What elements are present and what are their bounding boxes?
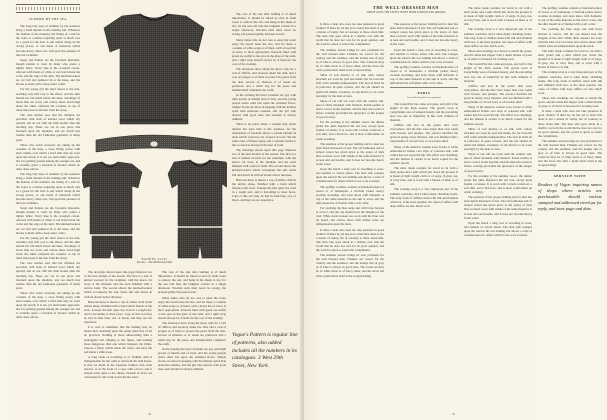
right-page-title: THE WELL-DRESSED MAN bbox=[372, 5, 440, 10]
paragraph: The evening wrap is a very important part of the summer wardrobe, and it takes many charming forms. The long cloak of chiffon, lined with silk and trimmed with lace, is the most popular, but capes of taffeta with deep ruffles are also much worn. bbox=[390, 187, 458, 208]
paragraph: Is there a man who does not take pleasure in good clothes? If there be, he has yet to learn that dress is not a matter of vanity, but of courtesy to those about him. The man who goes about in a shabby coat tells the world that he does not care for its good opinion, and the world is quick to return the compliment. bbox=[316, 227, 384, 252]
paragraph: Shirts of soft madras or of silk, with collars attached, are worn for golf and tennis, but for town the stiff collar remains indispensable. The four in hand tie is preferred, in quiet colours, and the pin should be small and simple. Jewellery of any kind is to be worn sparingly by the man of taste. bbox=[316, 73, 384, 98]
paragraph: The care of the suit after bathing is of much importance. It should be rinsed at once in fresh water to remove the salt, and hung in the shade to dry, for the sun will fade the brightest colours in a single afternoon. Woollen suits must never be wrung, but pressed gently between towels. bbox=[158, 270, 226, 295]
paragraph: Shoes of tan calf are worn with the country suit, and of white buckskin with flannels. Patent leather is never correct in the daytime, and the man who wears it before evening proclaims his ignorance of the usages of good society. bbox=[464, 152, 532, 173]
paragraph: Between these is shown a cap of rubber cloth in the turban shape, finished with a band which fastens at the back. It keeps the hair quite dry even in a rough surf, and is becoming to most faces. Caps of this sort may be had in dark blue, red, or black, and they are not expensive. bbox=[232, 177, 296, 203]
paragraph: The long lazy days of summer by the seashore bring a fresh interest in the bathing suit. Whatever the fashion of the moment, the fitting of a suit for the water is a matter requiring quite as much care as a gown for the ball. A suit which clings in the wrong places, or one made of materials which become heavy when wet, will spoil the pleasure of the best swimmer. bbox=[16, 172, 80, 205]
paragraph: Shirts of soft madras or of silk, with collars attached, are worn for golf and tennis, but for town the stiff collar remains indispensable. The four in hand tie is preferred, in quiet colours, and the pin should be small and simple. Jewellery of any kind is to be worn sparingly by the man of taste. bbox=[464, 126, 532, 152]
left-page-heading: SUMMER BY THE SEA bbox=[29, 17, 67, 21]
paragraph: The drawings shown upon this page illustrate two of the best models of the season. The first is a suit of knitted worsted for the swimmer, with the sleeve cut away at the shoulder and the neck finished with a narrow band. The second shows the knickerbockers which accompany the suit, made full and drawn in with an elastic below the knee. bbox=[84, 270, 152, 299]
paragraph: For yachting the blue serge suit with brass buttons is correct, and the cap should bear the insignia of the club. White duck trousers are worn with the blue coat on board, and canvas shoes with rubber soles are indispensable upon the deck. bbox=[316, 206, 384, 227]
left-page bbox=[0, 0, 302, 420]
paragraph: The tailor made costume for travel is cut with a short jacket and a skirt which just clears the ground. It is made of light weight cloth or of serge, in grey, tan, or navy blue, and is worn with a blouse of linen or of silk. bbox=[390, 166, 458, 187]
service-note-heading: SERVICE NOTE bbox=[553, 173, 587, 178]
paragraph: The question of the proper bathing suit for men has been much discussed of late. The old fashioned suit of striped cotton has given place to the jersey of dark blue worsted, worn with trunks of the same material. It is neat and serviceable, and it does not become heavy in the water. bbox=[316, 141, 384, 167]
paragraph: Many ladies who do not care to enter the water enjoy the beach none the less, and for these a costume of white serge or of linen, with a broad hat of straw, is most appropriate. Parasols lined with green are restful to the eyes in the glare of the sand, and a light wrap should always be at hand for the cool of the evening. bbox=[158, 295, 226, 321]
paragraph: It is well to remember that the bathing suit, no matter how charming upon the sands, must first of all be practical. Nothing is more unbecoming than a bedraggled suit clinging to the figure, and nothing more dangerous than one which hampers the limbs. Choose a fabric which sheds the water, and have the suit made a trifle loose. bbox=[84, 325, 152, 354]
paragraph: The care of the suit after bathing is of much importance. It should be rinsed at once in fresh water to remove the salt, and hung in the shade to dry, for the sun will fade the brightest colours in a single afternoon. Woollen suits must never be wrung, but pressed gently between towels. bbox=[232, 12, 296, 37]
paragraph: The summer season brings its own problems for the well dressed man. Flannels are correct for the country and the seashore, and the lounge suit of grey or of blue is always in good taste. The waistcoat may be of white duck or of fancy linen, and the straw hat with a plain black band is the accepted thing. bbox=[316, 253, 384, 278]
paragraph: Those who swim seriously are taking up the costume of the men, a close fitting jersey with short trunks, over which a brief skirt may be worn upon the beach. It is not yet universally approved, but it is gaining ground among the younger set, and it certainly gives a freedom of motion which no other dress allows. bbox=[16, 142, 80, 172]
right-column-2 bbox=[390, 22, 458, 410]
paragraph: For the evening at the summer resort, the dinner jacket has quite displaced the tail coat, except upon formal occasions. It is worn with a black waistcoat, a soft shirt, and a black tie, and is most comfortable on warm evenings. bbox=[316, 120, 384, 141]
paragraph: The afternoon drive along the shore calls for a veil of chiffon, tied securely under the chin, and a coat of pongee or of linen to protect the gown from the dust. Gloves of chamois or of suede are preferred, and a small bag for the purse and handkerchief completes the outfit. bbox=[158, 321, 226, 346]
paragraph: Many of the smartest women wore frocks of white embroidered batiste over slips of coloured silk, with sashes tied low upon the hip. The effect was charming, and the fashion is certain to be much copied for the summer resorts. bbox=[464, 105, 532, 126]
left-column-1 bbox=[16, 24, 80, 410]
bathing-suit-illustration bbox=[82, 12, 227, 260]
paragraph: The wise mother sees that the children are provided with suits of knitted wool which dry quickly and do not chill the little bodies after the morning dip. These are cut in one piece and fastened upon the shoulder, and are much less trouble than the old fashioned garments of many parts. bbox=[16, 112, 80, 142]
paragraph: Many ladies who do not care to enter the water enjoy the beach none the less, and for these a costume of white serge or of linen, with a broad hat of straw, is most appropriate. Parasols lined with green are restful to the eyes in the glare of the sand, and a light wrap should always be at hand for the cool of the evening. bbox=[232, 37, 296, 67]
figure-caption-title: BATHING SUITS bbox=[141, 258, 168, 261]
paragraph: The question of the proper bathing suit for men has been much discussed of late. The old fashioned suit of striped cotton has given place to the jersey of dark blue worsted, worn with trunks of the same material. It is neat and serviceable, and it does not become heavy in the water. bbox=[390, 22, 458, 47]
bathing-suit-drawing-icon bbox=[82, 12, 227, 260]
paragraph: In the evening the hotel verandas are gay with light gowns of muslin and of lawn, and the young people dance until late upon the polished floors. Simple frocks are more in keeping with the holiday spirit than elaborate toilettes, and the girl who dresses with good taste and restraint is always admired. bbox=[232, 92, 296, 122]
paragraph: The drawings shown upon this page illustrate two of the best models of the season. The first is a suit of knitted worsted for the swimmer, with the sleeve cut away at the shoulder and the neck finished with a narrow band. The second shows the knickerbockers which accompany the suit, made full and drawn in with an elastic below the knee. bbox=[232, 148, 296, 177]
page-number-right: 55 bbox=[452, 412, 455, 416]
right-column-4 bbox=[538, 6, 602, 410]
paragraph: Shoes and stockings are chosen to match the gown, and the white kid slipper with a small buckle of paste or of silver is favoured for evening wear. bbox=[464, 48, 532, 62]
paragraph: Shoes of tan calf are worn with the country suit, and of white buckskin with flannels. Patent leather is never correct in the daytime, and the man who wears it before evening proclaims his ignorance of the usages of good society. bbox=[316, 98, 384, 120]
right-column-1 bbox=[316, 22, 384, 410]
paragraph: The Grand Prix has come and gone, and with it the height of the Paris season. The gowns worn at Longchamp were of unusual beauty, and the prevailing note was one of simplicity in line with richness of material. bbox=[390, 101, 458, 122]
paragraph: The summer season brings its own problems for the well dressed man. Flannels are correct for the country and the seashore, and the lounge suit of grey or of blue is always in good taste. The waistcoat may be of white duck or of fancy linen, and the straw hat with a plain black band is the accepted thing. bbox=[316, 47, 384, 73]
paragraph: The golfing costume consists of knickerbockers of tweed or of homespun, a Norfolk jacket, heavy woollen stockings, and stout shoes with hobnails. A cap of the same material as the suit is worn, and the shirt should be of flannel with a soft collar. bbox=[316, 184, 384, 205]
paragraph: The tailor made costume for travel is cut with a short jacket and a skirt which just clears the ground. It is made of light weight cloth or of serge, in grey, tan, or navy blue, and is worn with a blouse of linen or of silk. bbox=[538, 48, 602, 70]
paragraph: The long lazy days of summer by the seashore bring a fresh interest in the bathing suit. Whatever the fashion of the moment, the fitting of a suit for the water is a matter requiring quite as much care as a gown for the ball. A suit which clings in the wrong places, or one made of materials which become heavy when wet, will spoil the pleasure of the best swimmer. bbox=[16, 24, 80, 57]
right-column-3 bbox=[464, 6, 532, 410]
paragraph: Upon the beach a long coat of towelling is worn, and sandals or canvas shoes. The man who lounges upon the sand in his wet bathing suit shows a want of consideration for others which is not to be excused. bbox=[464, 220, 532, 237]
paragraph: Chiffon and lace in the palest tints were everywhere, and the hats were larger than ever, laden with flowers and plumes. The parasol matched the gown in nearly every instance, and was finished with a long handle of carved ivory or of tortoise shell. bbox=[464, 83, 532, 105]
paragraph: Shoes and stockings are chosen to match the gown, and the white kid slipper with a small buckle of paste or of silver is favoured for evening wear. bbox=[538, 95, 602, 109]
paragraph: The wise mother sees that the children are provided with suits of knitted wool which dry quickly and do not chill the little bodies after the morning dip. These are cut in one piece and fastened upon the shoulder, and are much less trouble than the old fashioned garments of many parts. bbox=[16, 261, 80, 290]
paragraph: The afternoon drive along the shore calls for a veil of chiffon, tied securely under the chin, and a coat of pongee or of linen to protect the gown from the dust. Gloves of chamois or of suede are preferred, and a small bag for the purse and handkerchief completes the outfit. bbox=[232, 67, 296, 92]
paragraph: There is no place where a woman may better display her taste than at the seashore, for the atmosphere of freedom allows a certain latitude in dress which would be out of place in town. Yet the same rules of fitness apply, and a costume suited to the occasion is always in the best of form. bbox=[232, 122, 296, 147]
paragraph: For the young girl the short sleeve is the rule, reaching only half way to the elbow, and the skirt should not fall much below the knee. Stockings of black lisle are worn, and canvas shoes laced high about the ankle complete the costume. A cap of oiled silk protects the hair from the spray. bbox=[16, 235, 80, 261]
paragraph: Those who swim seriously are taking up the costume of the men, a close fitting jersey with short trunks, over which a brief skirt may be worn upon the beach. It is not yet universally approved, but it is gaining ground among the younger set, and it certainly gives a freedom of motion which no other dress allows. bbox=[16, 290, 80, 320]
paragraph: For the young girl the short sleeve is the rule, reaching only half way to the elbow, and the skirt should not fall much below the knee. Stockings of black lisle are worn, and canvas shoes laced high about the ankle complete the costume. A cap of oiled silk protects the hair from the spray. bbox=[16, 87, 80, 112]
paragraph: The golfing costume consists of knickerbockers of tweed or of homespun, a Norfolk jacket, heavy woollen stockings, and stout shoes with hobnails. A cap of the same material as the suit is worn, and the shirt should be of flannel with a soft collar. bbox=[390, 64, 458, 86]
section-divider bbox=[538, 170, 602, 171]
ornamental-header-left bbox=[16, 4, 80, 14]
paragraph: A long cloak of towelling or of Turkish cloth is indispensable for the walk to and from the bath house. It may be made in the Japanese fashion with wide sleeves, or in the form of a cape with a hood, and it should reach quite to the ankles. Sandals of straw are convenient for the walk across the hot sand. bbox=[84, 354, 152, 380]
paragraph: For the evening at the summer resort, the dinner jacket has quite displaced the tail coat, except upon formal occasions. It is worn with a black waistcoat, a soft shirt, and a black tie, and is most comfortable on warm evenings. bbox=[464, 173, 532, 195]
paragraph: Many of the smartest women wore frocks of white embroidered batiste over slips of coloured silk, with sashes tied low upon the hip. The effect was charming, and the fashion is certain to be much copied for the summer resorts. bbox=[390, 144, 458, 165]
paragraph: The summer season brings its own problems for the well dressed man. Flannels are correct for the country and the seashore, and the lounge suit of grey or of blue is always in good taste. The waistcoat may be of white duck or of fancy linen, and the straw hat with a plain black band is the accepted thing. bbox=[538, 138, 602, 168]
paragraph: In the evening the hotel verandas are gay with light gowns of muslin and of lawn, and the young people dance until late upon the polished floors. Simple frocks are more in keeping with the holiday spirit than elaborate toilettes, and the girl who dresses with good taste and restraint is always admired. bbox=[158, 346, 226, 372]
paragraph: Upon the beach a long coat of towelling is worn, and sandals or canvas shoes. The man who lounges upon the sand in his wet bathing suit shows a want of consideration for others which is not to be excused. bbox=[390, 47, 458, 64]
figure-caption-sub: See text.—The Well Dressed Man bbox=[136, 261, 173, 265]
paragraph: For yachting the blue serge suit with brass buttons is correct, and the cap should bear the insignia of the club. White duck trousers are worn with the blue coat on board, and canvas shoes with rubber soles are indispensable upon the deck. bbox=[538, 27, 602, 48]
paragraph: The tailor made costume for travel is cut with a short jacket and a skirt which just clears the ground. It is made of light weight cloth or of serge, in grey, tan, or navy blue, and is worn with a blouse of linen or of silk. bbox=[464, 6, 532, 27]
paragraph: The evening wrap is a very important part of the summer wardrobe, and it takes many charming forms. The long cloak of chiffon, lined with silk and trimmed with lace, is the most popular, but capes of taffeta with deep ruffles are also much worn. bbox=[464, 27, 532, 48]
paragraph: The question of the proper bathing suit for men has been much discussed of late. The old fashioned suit of striped cotton has given place to the jersey of dark blue worsted, worn with trunks of the same material. It is neat and serviceable, and it does not become heavy in the water. bbox=[464, 195, 532, 220]
paragraph: Serge and flannel are the favourite materials, though mohair is worn by many who prefer a lighter fabric. Navy blue is the accepted colour, relieved with bands of white or red braid about the collar and the edge of the skirt. The knickerbockers are cut full and gathered in at the knee, and the blouse is made with a deep sailor collar. bbox=[16, 57, 80, 87]
left-column-2 bbox=[84, 270, 226, 410]
service-note: Readers of Vogue inquiring names of shops where articles are purchasable should enclose stamped and addressed envelope for reply, and state page and date. bbox=[538, 181, 602, 212]
right-page-subtitle: WHICH GIVES THE LATEST NOTES FROM LONDON AND ABROAD bbox=[366, 11, 446, 14]
figure-caption bbox=[82, 258, 227, 265]
paragraph: Serge and flannel are the favourite materials, though mohair is worn by many who prefer a lighter fabric. Navy blue is the accepted colour, relieved with bands of white or red braid about the collar and the edge of the skirt. The knickerbockers are cut full and gathered in at the knee, and the blouse is made with a deep sailor collar. bbox=[16, 206, 80, 235]
paragraph: The golfing costume consists of knickerbockers of tweed or of homespun, a Norfolk jacket, heavy woollen stockings, and stout shoes with hobnails. A cap of the same material as the suit is worn, and the shirt should be of flannel with a soft collar. bbox=[538, 6, 602, 27]
paragraph: Upon the beach a long coat of towelling is worn, and sandals or canvas shoes. The man who lounges upon the sand in his wet bathing suit shows a want of consideration for others which is not to be excused. bbox=[316, 167, 384, 184]
pattern-advertisement: Vogue's Pattern is regular line of patterns, also added includes all the numbers in its catalogues. 3 West 29th Street, New York. bbox=[232, 332, 298, 370]
paragraph: The Grand Prix has come and gone, and with it the height of the Paris season. The gowns worn at Longchamp were of unusual beauty, and the prevailing note was one of simplicity in line with richness of material. bbox=[464, 62, 532, 83]
paragraph: Is there a man who does not take pleasure in good clothes? If there be, he has yet to learn that dress is not a matter of vanity, but of courtesy to those about him. The man who goes about in a shabby coat tells the world that he does not care for its good opinion, and the world is quick to return the compliment. bbox=[316, 22, 384, 47]
section-divider bbox=[390, 87, 458, 88]
paragraph: Chiffon and lace in the palest tints were everywhere, and the hats were larger than ever, laden with flowers and plumes. The parasol matched the gown in nearly every instance, and was finished with a long handle of carved ivory or of tortoise shell. bbox=[390, 123, 458, 144]
paragraph: Between these is shown a cap of rubber cloth in the turban shape, finished with a band which fastens at the back. It keeps the hair quite dry even in a rough surf, and is becoming to most faces. Caps of this sort may be had in dark blue, red, or black, and they are not expensive. bbox=[84, 299, 152, 325]
paragraph: Is there a man who does not take pleasure in good clothes? If there be, he has yet to learn that dress is not a matter of vanity, but of courtesy to those about him. The man who goes about in a shabby coat tells the world that he does not care for its good opinion, and the world is quick to return the compliment. bbox=[538, 109, 602, 138]
paris-subheading: From Our Regular Correspondent bbox=[407, 96, 441, 100]
paragraph: The evening wrap is a very important part of the summer wardrobe, and it takes many charming forms. The long cloak of chiffon, lined with silk and trimmed with lace, is the most popular, but capes of taffeta with deep ruffles are also much worn. bbox=[538, 70, 602, 95]
paris-heading: PARIS bbox=[417, 91, 431, 96]
page-number-left: 54 bbox=[148, 412, 151, 416]
left-column-3 bbox=[232, 12, 296, 330]
